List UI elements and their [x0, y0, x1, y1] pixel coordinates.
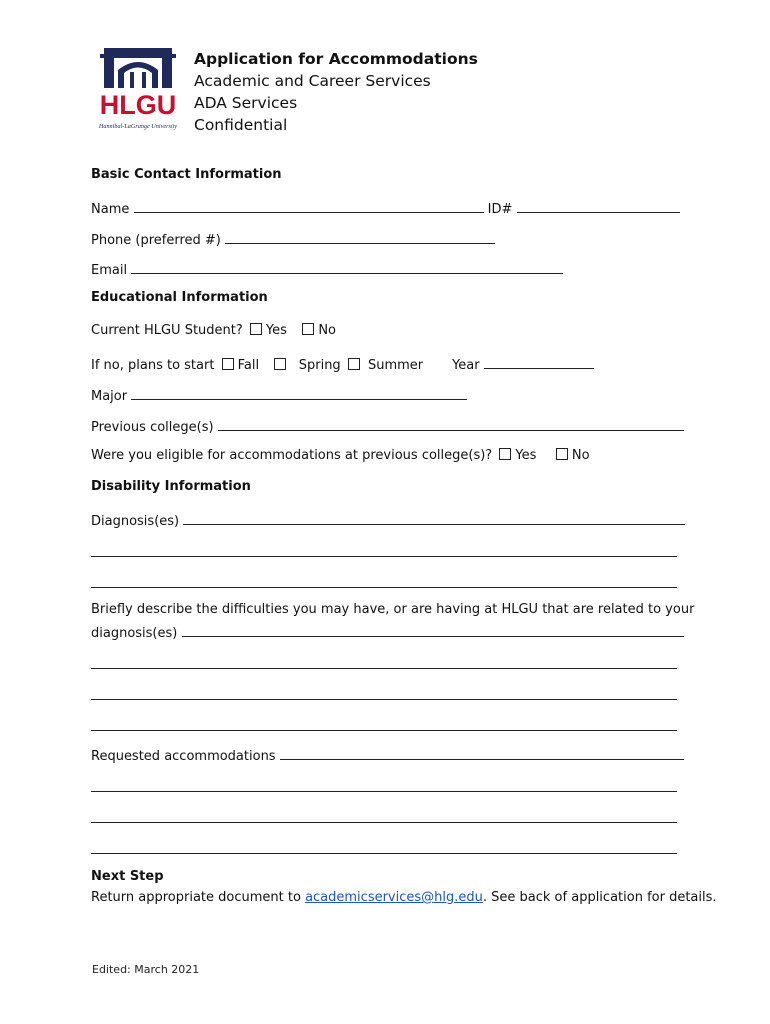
current-student-yes-checkbox[interactable]	[250, 323, 262, 335]
difficulties-row	[91, 622, 684, 643]
requested-input-line[interactable]	[280, 745, 684, 760]
current-student-no-checkbox[interactable]	[302, 323, 314, 335]
major-label: Major	[91, 389, 128, 404]
current-student-no-label: No	[318, 323, 337, 338]
major-field-row	[91, 385, 467, 406]
requested-extra-line[interactable]	[91, 822, 677, 823]
name-input-line[interactable]	[134, 198, 484, 213]
name-field-row	[91, 198, 680, 219]
name-label: Name	[91, 202, 130, 217]
document-title: Application for Accommodations	[194, 50, 478, 68]
section-disability: Disability Information	[91, 479, 251, 494]
section-educational: Educational Information	[91, 290, 268, 305]
services-line: ADA Services	[194, 94, 298, 112]
diagnosis-input-line[interactable]	[183, 510, 685, 525]
difficulties-input-line[interactable]	[182, 622, 684, 637]
difficulties-prompt	[91, 601, 694, 619]
confidential-line: Confidential	[194, 116, 288, 134]
eligible-yes-label: Yes	[515, 448, 537, 463]
email-field-row	[91, 259, 563, 280]
requested-extra-line[interactable]	[91, 853, 677, 854]
summer-label: Summer	[367, 358, 424, 373]
logo-wordmark: HLGU	[99, 90, 177, 120]
fall-checkbox[interactable]	[222, 358, 234, 370]
plans-start-label: If no, plans to start	[91, 358, 215, 373]
requested-label: Requested accommodations	[91, 749, 276, 764]
requested-extra-line[interactable]	[91, 791, 677, 792]
difficulties-label-line1: Briefly describe the difficulties you may have, or are having at HLGU that are related to your	[91, 602, 695, 617]
section-next-step: Next Step	[91, 869, 164, 884]
id-input-line[interactable]	[517, 198, 680, 213]
next-step-after: . See back of application for details.	[482, 890, 717, 905]
fall-label: Fall	[237, 358, 260, 373]
phone-field-row	[91, 229, 495, 250]
phone-input-line[interactable]	[225, 229, 495, 244]
diagnosis-extra-line[interactable]	[91, 587, 677, 588]
year-label: Year	[452, 358, 480, 373]
plans-start-row	[91, 354, 594, 375]
id-label: ID#	[487, 202, 513, 217]
next-step-text	[91, 889, 717, 907]
section-basic-contact: Basic Contact Information	[91, 167, 282, 182]
difficulties-extra-line[interactable]	[91, 668, 677, 669]
difficulties-extra-line[interactable]	[91, 699, 677, 700]
diagnosis-label: Diagnosis(es)	[91, 514, 180, 529]
edited-date: Edited: March 2021	[92, 963, 200, 976]
spring-checkbox[interactable]	[274, 358, 286, 370]
next-step-before: Return appropriate document to	[91, 890, 306, 905]
difficulties-extra-line[interactable]	[91, 730, 677, 731]
eligible-no-label: No	[571, 448, 590, 463]
academic-services-email-link[interactable]: academicservices@hlg.edu	[305, 890, 483, 905]
spring-label: Spring	[298, 358, 341, 373]
previous-college-label: Previous college(s)	[91, 420, 214, 435]
previous-college-row	[91, 416, 684, 437]
diagnosis-row	[91, 510, 685, 531]
eligible-no-checkbox[interactable]	[556, 448, 568, 460]
eligible-label: Were you eligible for accommodations at previous college(s)?	[91, 448, 493, 463]
year-input-line[interactable]	[484, 354, 594, 369]
email-input-line[interactable]	[131, 259, 563, 274]
department-line: Academic and Career Services	[194, 72, 431, 90]
requested-row	[91, 745, 684, 766]
logo-subtext: Hannibal-LaGrange University	[98, 123, 178, 130]
email-label: Email	[91, 263, 128, 278]
current-student-row	[91, 322, 336, 340]
eligible-yes-checkbox[interactable]	[499, 448, 511, 460]
document-header	[194, 48, 478, 136]
previous-college-input-line[interactable]	[218, 416, 684, 431]
phone-label: Phone (preferred #)	[91, 233, 221, 248]
eligible-row	[91, 447, 590, 465]
current-student-yes-label: Yes	[265, 323, 287, 338]
diagnosis-extra-line[interactable]	[91, 556, 677, 557]
major-input-line[interactable]	[131, 385, 467, 400]
difficulties-label-line2: diagnosis(es)	[91, 626, 178, 641]
summer-checkbox[interactable]	[348, 358, 360, 370]
current-student-label: Current HLGU Student?	[91, 323, 243, 338]
hlgu-logo	[92, 44, 184, 136]
